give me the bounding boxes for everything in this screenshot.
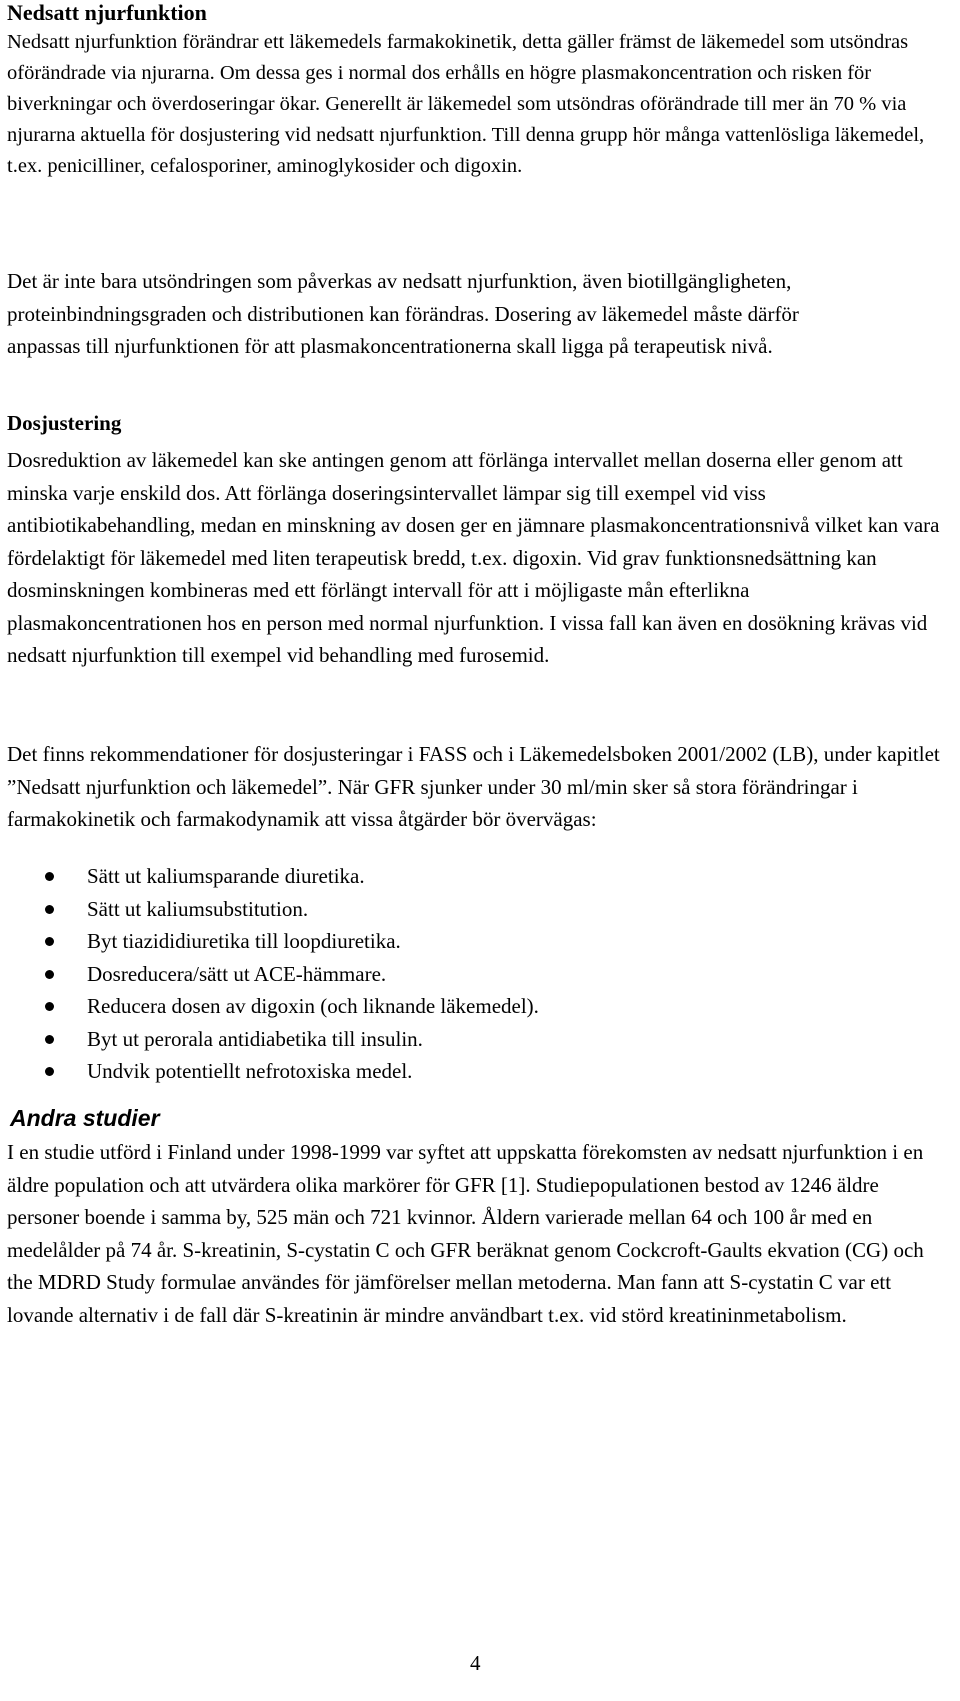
bullet-icon	[45, 937, 54, 946]
bullet-icon	[45, 872, 54, 881]
bullet-icon	[45, 1002, 54, 1011]
measures-list	[7, 860, 539, 1088]
bullet-icon	[45, 970, 54, 979]
list-item: Byt ut perorala antidiabetika till insulin.	[7, 1023, 539, 1056]
list-item: Dosreducera/sätt ut ACE-hämmare.	[7, 958, 539, 991]
bullet-icon	[45, 1035, 54, 1044]
heading-dosjustering: Dosjustering	[7, 411, 122, 435]
paragraph-recommendations: Det finns rekommendationer för dosjusteringar i FASS och i Läkemedelsboken 2001/2002 (LB), under kapitlet ”Nedsatt njurfunktion och läkemedel”. När GFR sjunker under 30 ml/min sker så stora förändringar i farmakokinetik och farmakodynamik att vissa åtgärder bör övervägas:	[7, 742, 940, 831]
list-item: Sätt ut kaliumsparande diuretika.	[7, 860, 539, 893]
paragraph-pharmacokinetics: Nedsatt njurfunktion förändrar ett läkemedels farmakokinetik, detta gäller främst de läkemedel som utsöndras oförändrade via njurarna. Om dessa ges i normal dos erhålls en högre plasmakoncentration och risken för biverkningar och överdoseringar ökar. Generellt är läkemedel som utsöndras oförändrade till mer än 70 % via njurarna aktuella för dosjustering vid nedsatt njurfunktion. Till denna grupp hör många vattenlösliga läkemedel, t.ex. penicilliner, cefalosporiner, aminoglykosider och digoxin.	[7, 31, 925, 177]
paragraph-finland-study: I en studie utförd i Finland under 1998-1999 var syftet att uppskatta förekomsten av nedsatt njurfunktion i en äldre population och att utvärdera olika markörer för GFR [1]. Studiepopulationen bestod av 1246 äldre personer boende i samma by, 525 män och 721 kvinnor. Åldern varierade mellan 64 och 100 år med en medelålder på 74 år. S-kreatinin, S-cystatin C och GFR beräknat genom Cockcroft-Gaults ekvation (CG) och the MDRD Study formulae användes för jämförelser mellan metoderna. Man fann att S-cystatin C var ett lovande alternativ i de fall där S-kreatinin är mindre användbart t.ex. vid störd kreatininmetabolism.	[7, 1140, 924, 1327]
paragraph-dose-reduction: Dosreduktion av läkemedel kan ske antingen genom att förlänga intervallet mellan doserna eller genom att minska varje enskild dos. Att förlänga doseringsintervallet lämpar sig till exempel vid viss antibiotikabehandling, medan en minskning av dosen ger en jämnare plasmakoncentrationsnivå vilket kan vara fördelaktigt för läkemedel med liten terapeutisk bredd, t.ex. digoxin. Vid grav funktionsnedsättning kan dosminskningen kombineras med ett förlängt intervall för att i möjligaste mån efterlikna plasmakoncentrationen hos en person med normal njurfunktion. I vissa fall kan även en dosökning krävas vid nedsatt njurfunktion till exempel vid behandling med furosemid.	[7, 448, 940, 667]
paragraph-bioavailability: Det är inte bara utsöndringen som påverkas av nedsatt njurfunktion, även biotillgängligheten, proteinbindningsgraden och distributionen kan förändras. Dosering av läkemedel måste därför anpassas till njurfunktionen för att plasmakoncentrationerna skall ligga på terapeutisk nivå.	[7, 269, 799, 358]
page-number: 4	[470, 1651, 481, 1675]
list-item: Undvik potentiellt nefrotoxiska medel.	[7, 1055, 539, 1088]
list-item: Byt tiazididiuretika till loopdiuretika.	[7, 925, 539, 958]
heading-nedsatt-njurfunktion: Nedsatt njurfunktion	[7, 0, 207, 25]
list-item: Reducera dosen av digoxin (och liknande läkemedel).	[7, 990, 539, 1023]
bullet-icon	[45, 905, 54, 914]
bullet-icon	[45, 1067, 54, 1076]
list-item: Sätt ut kaliumsubstitution.	[7, 893, 539, 926]
heading-andra-studier: Andra studier	[10, 1105, 160, 1131]
